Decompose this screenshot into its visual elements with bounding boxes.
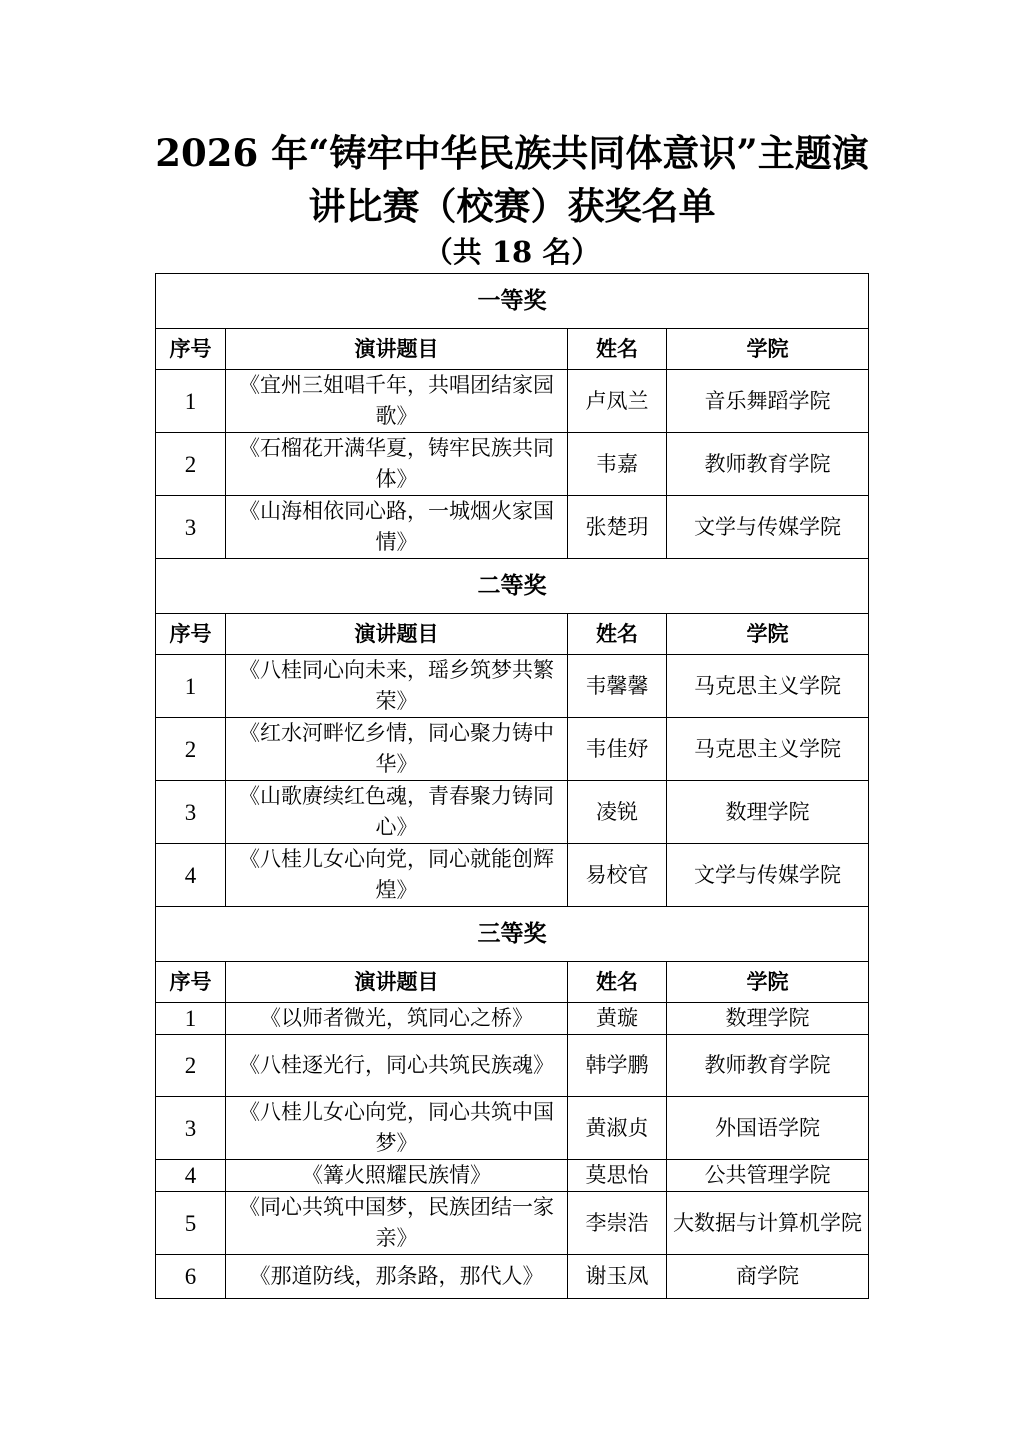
column-header-college: 学院 (667, 329, 869, 370)
cell-topic: 《石榴花开满华夏，铸牢民族共同体》 (226, 433, 568, 496)
table-row (156, 1003, 869, 1035)
table-row (156, 1192, 869, 1255)
section-header-third-prize (156, 907, 869, 962)
section-header-second-prize (156, 559, 869, 614)
cell-no: 5 (156, 1192, 226, 1255)
table-row (156, 433, 869, 496)
cell-name: 谢玉凤 (568, 1255, 667, 1299)
cell-topic: 《山海相依同心路，一城烟火家国情》 (226, 496, 568, 559)
cell-college: 教师教育学院 (667, 1035, 869, 1097)
cell-college: 公共管理学院 (667, 1160, 869, 1192)
table-row (156, 781, 869, 844)
table-row (156, 1255, 869, 1299)
cell-name: 韦佳妤 (568, 718, 667, 781)
cell-college: 文学与传媒学院 (667, 496, 869, 559)
cell-topic: 《红水河畔忆乡情，同心聚力铸中华》 (226, 718, 568, 781)
column-header-name: 姓名 (568, 329, 667, 370)
cell-name: 黄璇 (568, 1003, 667, 1035)
table-row (156, 655, 869, 718)
cell-name: 莫思怡 (568, 1160, 667, 1192)
cell-no: 1 (156, 370, 226, 433)
cell-name: 凌锐 (568, 781, 667, 844)
cell-no: 1 (156, 655, 226, 718)
cell-name: 韦嘉 (568, 433, 667, 496)
document-title-line1: 2026 年“铸牢中华民族共同体意识”主题演 (155, 131, 869, 175)
cell-name: 易校官 (568, 844, 667, 907)
table-row (156, 1160, 869, 1192)
cell-name: 卢凤兰 (568, 370, 667, 433)
cell-no: 4 (156, 844, 226, 907)
column-header-college: 学院 (667, 962, 869, 1003)
section-label: 三等奖 (156, 907, 869, 962)
column-header-row (156, 614, 869, 655)
cell-topic: 《同心共筑中国梦，民族团结一家亲》 (226, 1192, 568, 1255)
table-row (156, 1035, 869, 1097)
cell-college: 数理学院 (667, 1003, 869, 1035)
column-header-topic: 演讲题目 (226, 329, 568, 370)
section-header-first-prize (156, 274, 869, 329)
cell-no: 3 (156, 1097, 226, 1160)
cell-topic: 《八桂同心向未来，瑶乡筑梦共繁荣》 (226, 655, 568, 718)
cell-college: 商学院 (667, 1255, 869, 1299)
column-header-no: 序号 (156, 614, 226, 655)
cell-name: 张楚玥 (568, 496, 667, 559)
table-row (156, 370, 869, 433)
column-header-topic: 演讲题目 (226, 614, 568, 655)
cell-name: 韦馨馨 (568, 655, 667, 718)
cell-no: 3 (156, 496, 226, 559)
document-subtitle: （共 18 名） (423, 235, 601, 269)
table-row (156, 718, 869, 781)
cell-topic: 《篝火照耀民族情》 (226, 1160, 568, 1192)
cell-college: 马克思主义学院 (667, 718, 869, 781)
cell-college: 数理学院 (667, 781, 869, 844)
cell-college: 大数据与计算机学院 (667, 1192, 869, 1255)
section-label: 一等奖 (156, 274, 869, 329)
cell-no: 6 (156, 1255, 226, 1299)
column-header-topic: 演讲题目 (226, 962, 568, 1003)
cell-no: 2 (156, 718, 226, 781)
cell-college: 文学与传媒学院 (667, 844, 869, 907)
column-header-row (156, 962, 869, 1003)
cell-name: 李崇浩 (568, 1192, 667, 1255)
section-label: 二等奖 (156, 559, 869, 614)
cell-topic: 《八桂儿女心向党，同心共筑中国梦》 (226, 1097, 568, 1160)
table-row (156, 844, 869, 907)
cell-topic: 《那道防线，那条路，那代人》 (226, 1255, 568, 1299)
cell-name: 韩学鹏 (568, 1035, 667, 1097)
table-row (156, 1097, 869, 1160)
column-header-college: 学院 (667, 614, 869, 655)
cell-topic: 《宜州三姐唱千年，共唱团结家园歌》 (226, 370, 568, 433)
cell-topic: 《八桂儿女心向党，同心就能创辉煌》 (226, 844, 568, 907)
column-header-no: 序号 (156, 962, 226, 1003)
cell-no: 2 (156, 1035, 226, 1097)
cell-topic: 《以师者微光，筑同心之桥》 (226, 1003, 568, 1035)
cell-no: 3 (156, 781, 226, 844)
cell-college: 外国语学院 (667, 1097, 869, 1160)
cell-topic: 《山歌赓续红色魂，青春聚力铸同心》 (226, 781, 568, 844)
cell-no: 2 (156, 433, 226, 496)
column-header-name: 姓名 (568, 614, 667, 655)
cell-name: 黄淑贞 (568, 1097, 667, 1160)
document-title-line2: 讲比赛（校赛）获奖名单 (308, 184, 716, 228)
cell-no: 4 (156, 1160, 226, 1192)
cell-college: 音乐舞蹈学院 (667, 370, 869, 433)
column-header-name: 姓名 (568, 962, 667, 1003)
cell-college: 马克思主义学院 (667, 655, 869, 718)
cell-no: 1 (156, 1003, 226, 1035)
column-header-no: 序号 (156, 329, 226, 370)
column-header-row (156, 329, 869, 370)
cell-college: 教师教育学院 (667, 433, 869, 496)
cell-topic: 《八桂逐光行，同心共筑民族魂》 (226, 1035, 568, 1097)
award-table (155, 273, 869, 1299)
table-row (156, 496, 869, 559)
